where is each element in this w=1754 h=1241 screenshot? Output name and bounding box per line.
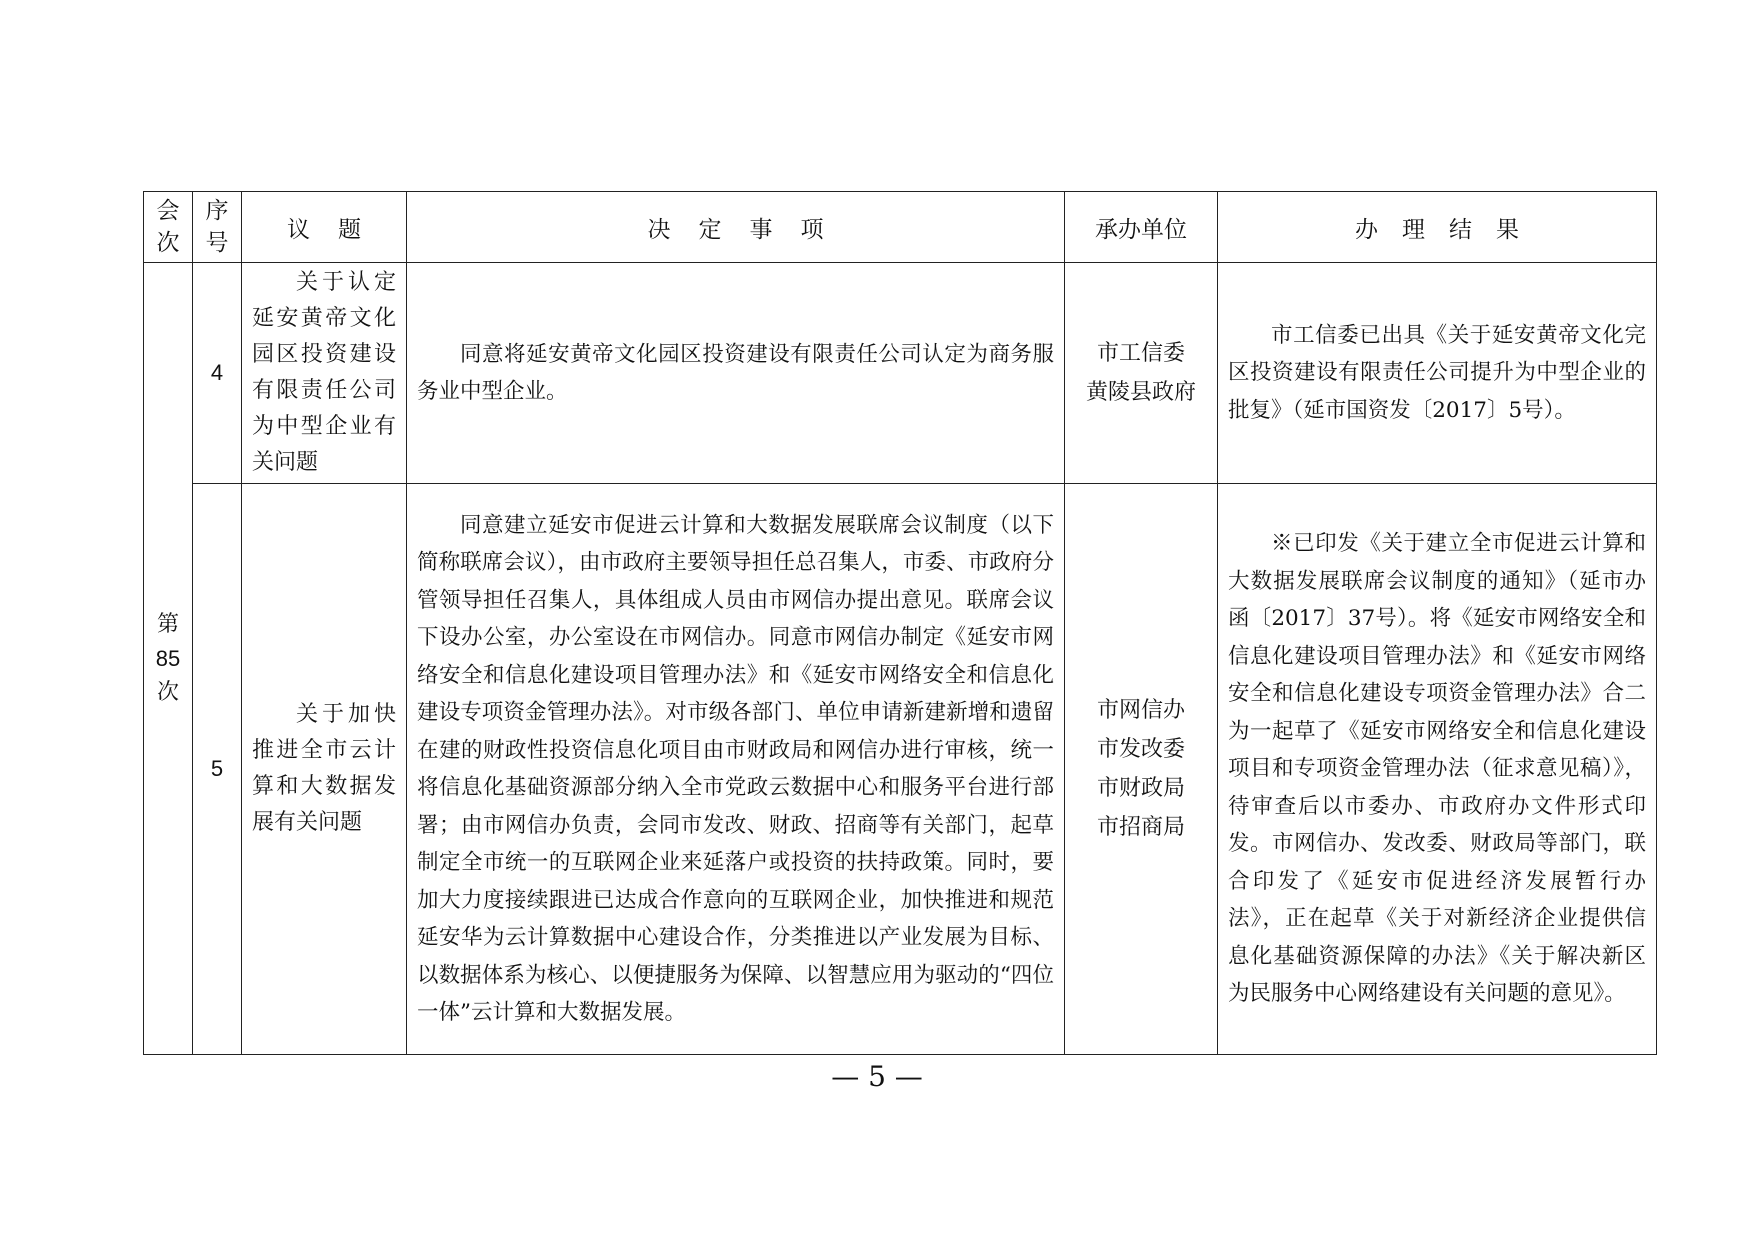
table-header-row (144, 192, 1657, 263)
table-row (144, 263, 1657, 484)
header-unit: 承办单位 (1065, 192, 1218, 263)
session-cell: 第 85 次 (144, 263, 193, 1055)
row-seq: 5 (193, 484, 242, 1055)
row-result: 市工信委已出具《关于延安黄帝文化完区投资建设有限责任公司提升为中型企业的批复》（延市国资发〔2017〕5号）。 (1218, 263, 1657, 484)
row-topic: 关于加快推进全市云计算和大数据发展有关问题 (242, 484, 407, 1055)
meeting-decisions-table (143, 191, 1657, 1055)
header-session: 会次 (144, 192, 193, 263)
header-result: 办理结果 (1218, 192, 1657, 263)
row-decision: 同意将延安黄帝文化园区投资建设有限责任公司认定为商务服务业中型企业。 (407, 263, 1065, 484)
table-row (144, 484, 1657, 1055)
header-seq: 序号 (193, 192, 242, 263)
row-units: 市工信委 黄陵县政府 (1065, 263, 1218, 484)
page-number: — 5 — (831, 1060, 923, 1093)
row-seq: 4 (193, 263, 242, 484)
row-units: 市网信办 市发改委 市财政局 市招商局 (1065, 484, 1218, 1055)
row-topic: 关于认定延安黄帝文化园区投资建设有限责任公司为中型企业有关问题 (242, 263, 407, 484)
header-decision: 决定事项 (407, 192, 1065, 263)
row-decision: 同意建立延安市促进云计算和大数据发展联席会议制度（以下简称联席会议），由市政府主要领导担任总召集人，市委、市政府分管领导担任召集人，具体组成人员由市网信办提出意见。联席会议下设办公室，办公室设在市网信办。同意市网信办制定《延安市网络安全和信息化建设项目管理办法》和《延安市网络安全和信息化建设专项资金管理办法》。对市级各部门、单位申请新建新增和遗留在建的财政性投资信息化项目由市财政局和网信办进行审核，统一将信息化基础资源部分纳入全市党政云数据中心和服务平台进行部署；由市网信办负责，会同市发改、财政、招商等有关部门，起草制定全市统一的互联网企业来延落户或投资的扶持政策。同时，要加大力度接续跟进已达成合作意向的互联网企业，加快推进和规范延安华为云计算数据中心建设合作，分类推进以产业发展为目标、以数据体系为核心、以便捷服务为保障、以智慧应用为驱动的“四位一体”云计算和大数据发展。 (407, 484, 1065, 1055)
header-topic: 议题 (242, 192, 407, 263)
row-result: ※已印发《关于建立全市促进云计算和大数据发展联席会议制度的通知》（延市办函〔2017〕37号）。将《延安市网络安全和信息化建设项目管理办法》和《延安市网络安全和信息化建设专项资金管理办法》合二为一起草了《延安市网络安全和信息化建设项目和专项资金管理办法（征求意见稿）》，待审查后以市委办、市政府办文件形式印发。市网信办、发改委、财政局等部门，联合印发了《延安市促进经济发展暂行办法》，正在起草《关于对新经济企业提供信息化基础资源保障的办法》《关于解决新区为民服务中心网络建设有关问题的意见》。 (1218, 484, 1657, 1055)
